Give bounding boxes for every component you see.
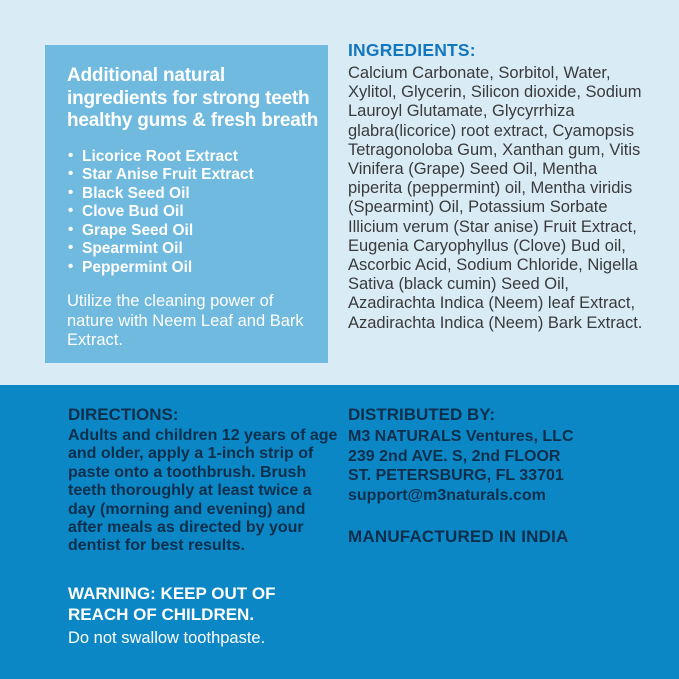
directions-body: Adults and children 12 years of age and older, apply a 1-inch strip of paste onto a toothbrush. Brush teeth thoroughly at least twice a day (morning and evening) and after meals as directed by your dentist for best results. bbox=[68, 427, 338, 555]
directions-section bbox=[68, 405, 342, 648]
ingredients-heading: INGREDIENTS: bbox=[348, 40, 476, 60]
list-item: • Grape Seed Oil bbox=[67, 222, 320, 241]
distributor-city: ST. PETERSBURG, FL 33701 bbox=[348, 467, 564, 484]
distributor-company: M3 NATURALS Ventures, LLC bbox=[348, 428, 574, 445]
list-item: • Peppermint Oil bbox=[67, 259, 320, 278]
warning-body: Do not swallow toothpaste. bbox=[68, 628, 266, 647]
ingredients-section bbox=[348, 40, 656, 333]
list-item: • Licorice Root Extract bbox=[67, 148, 320, 167]
natural-ingredients-list bbox=[67, 148, 320, 278]
distributor-street: 239 2nd AVE. S, 2nd FLOOR bbox=[348, 447, 561, 465]
list-item: • Star Anise Fruit Extract bbox=[67, 166, 320, 185]
natural-ingredients-panel bbox=[45, 45, 328, 363]
ingredients-body: Calcium Carbonate, Sorbitol, Water, Xylitol, Glycerin, Silicon dioxide, Sodium Lauroyl Glutamate, Glycyrrhiza glabra(licorice) root extract, Cyamopsis Tetragonoloba Gum, Xanthan gum, Vitis Vinifera (Grape) Seed Oil, Mentha piperita (peppermint) oil, Mentha viridis (Spearmint) Oil, Potassium Sorbate Illicium verum (Star anise) Fruit Extract, Eugenia Caryophyllus (Clove) Bud oil, Ascorbic Acid, Sodium Chloride, Nigella Sativa (black cumin) Seed Oil, Azadirachta Indica (Neem) leaf Extract, Azadirachta Indica (Neem) Bark Extract. bbox=[348, 64, 643, 332]
list-item: • Spearmint Oil bbox=[67, 240, 320, 259]
warning-heading: WARNING: KEEP OUT OF REACH OF CHILDREN. bbox=[68, 583, 276, 625]
bottom-info-band bbox=[0, 385, 679, 679]
list-item: • Black Seed Oil bbox=[67, 185, 320, 204]
directions-heading: DIRECTIONS: bbox=[68, 405, 179, 424]
distributor-section bbox=[348, 405, 648, 547]
distributor-email: support@m3naturals.com bbox=[348, 486, 546, 504]
manufactured-in-text: MANUFACTURED IN INDIA bbox=[348, 527, 569, 546]
distributor-heading: DISTRIBUTED BY: bbox=[348, 405, 496, 424]
panel-footer-text: Utilize the cleaning power of nature with Neem Leaf and Bark Extract. bbox=[67, 292, 304, 349]
panel-heading: Additional natural ingredients for strong teeth healthy gums & fresh breath bbox=[67, 65, 319, 131]
list-item: • Clove Bud Oil bbox=[67, 203, 320, 222]
